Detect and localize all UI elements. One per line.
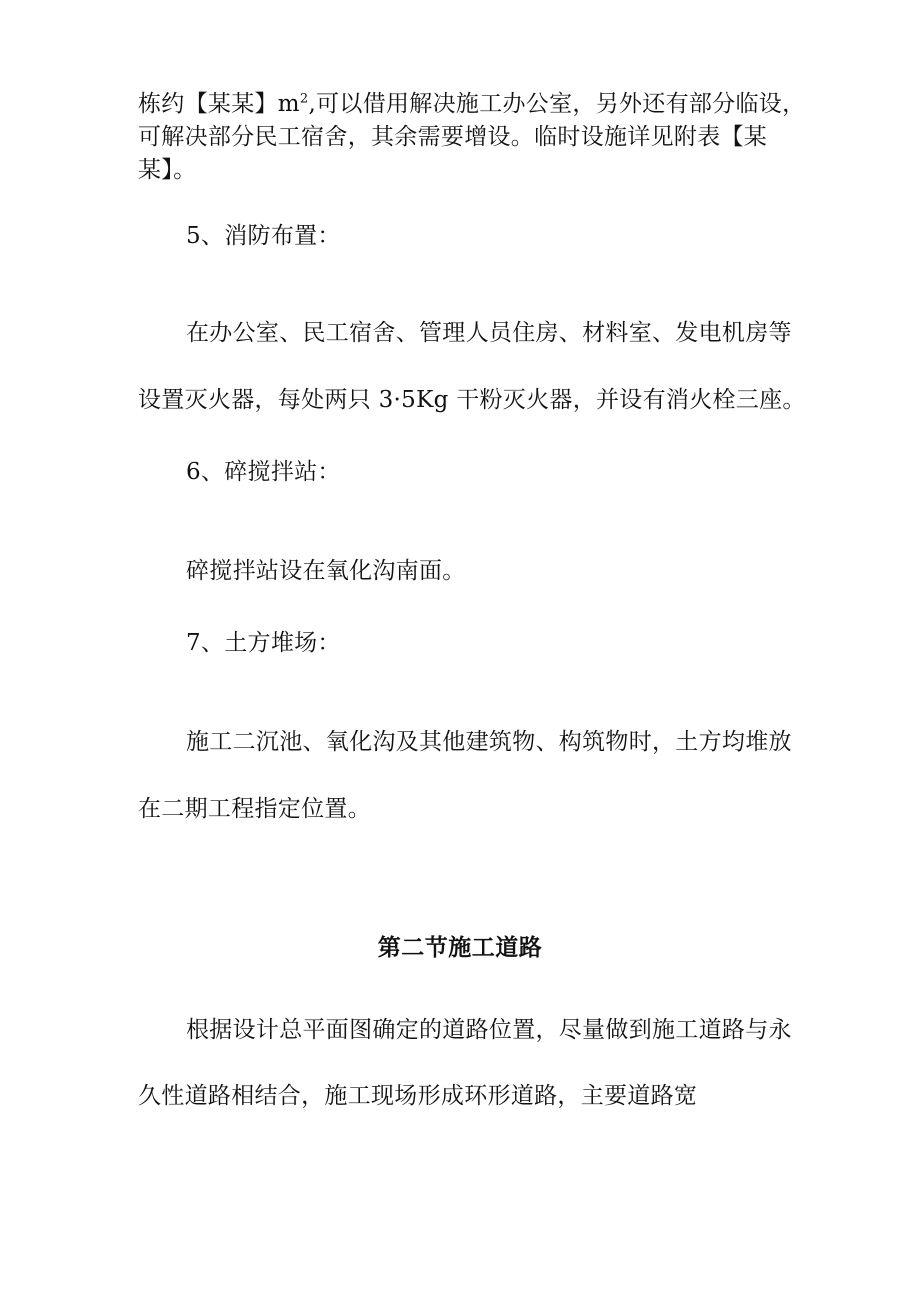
paragraph-line: 碎搅拌站设在氧化沟南面。 xyxy=(186,558,466,584)
chapter-title: 第二节施工道路 xyxy=(377,935,543,961)
section-heading: 6、碎搅拌站： xyxy=(186,459,341,485)
paragraph-line: 施工二沉池、氧化沟及其他建筑物、构筑物时，土方均堆放 xyxy=(186,729,792,755)
paragraph-line: 在二期工程指定位置。 xyxy=(138,796,371,822)
paragraph-line: 栋约【某某】$m^2$,可以借用解决施工办公室，另外还有部分临设， xyxy=(138,91,806,117)
paragraph-line: 久性道路相结合，施工现场形成环形道路，主要道路宽 xyxy=(138,1083,698,1109)
paragraph-line: 根据设计总平面图确定的道路位置，尽量做到施工道路与永 xyxy=(186,1017,792,1043)
section-heading: 5、消防布置： xyxy=(186,223,341,249)
paragraph-line: 可解决部分民工宿舍，其余需要增设。临时设施详见附表【某 xyxy=(138,124,768,150)
paragraph-line: 在办公室、民工宿舍、管理人员住房、材料室、发电机房等 xyxy=(186,320,792,346)
paragraph-line: 设置灭火器，每处两只 3·5Kg 干粉灭火器，并设有消火栓三座。 xyxy=(138,387,806,413)
section-heading: 7、土方堆场： xyxy=(186,630,341,656)
paragraph-line: 某】。 xyxy=(138,157,197,183)
